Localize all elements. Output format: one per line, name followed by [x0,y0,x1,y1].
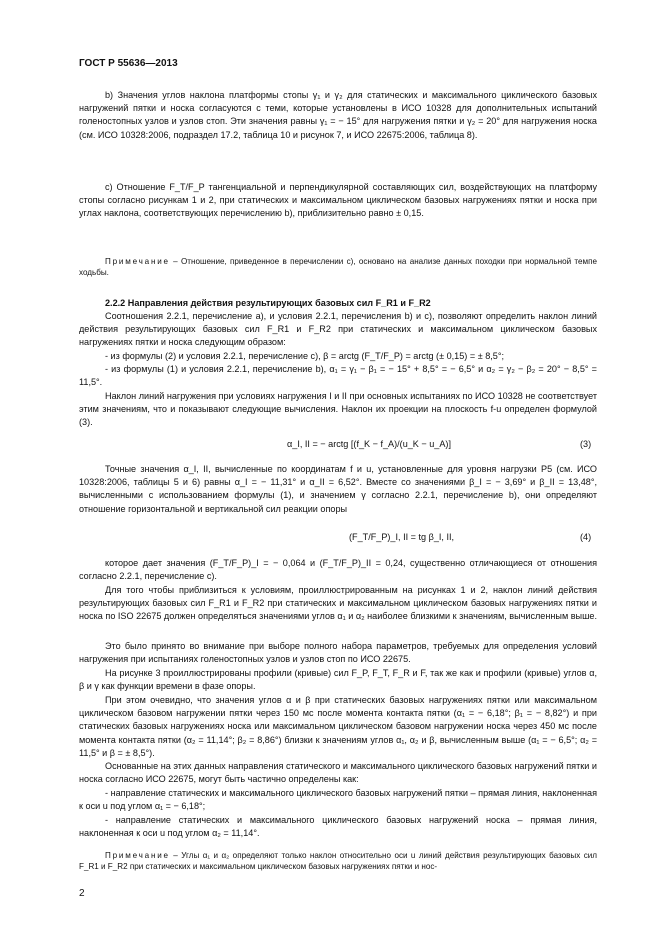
paragraph-parameters: Это было принято во внимание при выборе полного набора параметров, требуемых для определения условий нагружения при испытаниях голеностопных узлов и узлов стоп по ИСО 22675. [79,641,597,665]
paragraph-ratio-values: которое дает значения (F_T/F_P)_I = − 0,064 и (F_T/F_P)_II = 0,24, существенно отличающиеся от отношения согласно 2.2.1, перечисление с). [79,558,597,582]
paragraph-b: b) Значения углов наклона платформы стопы γ₁ и γ₂ для статических и максимального циклического базовых нагружений пятки и носка согласуются с теми, которые установлены в ИСО 10328 для дополнительных испытаний голеностопных узлов и узлов стоп. Эти значения равны γ₁ = − 15° для нагружения пятки и γ₂ = 20° для нагружения носка (см. ИСО 10328:2006, подраздел 17.2, таблица 10 и рисунок 7, и ИСО 22675:2006, таблица 8). [79,90,597,140]
note-1-label: Примечание [105,257,170,266]
paragraph-formula-1: - из формулы (1) и условия 2.2.1, перечисление b), α₁ = γ₁ − β₁ = − 15° + 8,5° = − 6,5° и α₂ = γ₂ − β₂ = 20° − 8,5° = 11,5°. [79,364,597,388]
paragraph-inclination: Наклон линий нагружения при условиях нагружения I и II при основных испытаниях по ИСО 10328 не соответствует этим значениям, что и показывают следующие вычисления. Наклон их проекции на плоскость f-u определен формулой (3). [79,391,597,428]
paragraph-c: с) Отношение F_T/F_P тангенциальной и перпендикулярной составляющих сил, воздействующих на платформу стопы согласно рисункам 1 и 2, при статических и максимальном циклическом базовых нагружениях пятки и носка при углах наклона, соответствующих перечислению b), приблизительно равно ± 0,15. [79,182,597,219]
note-2 [79,850,597,873]
paragraph-relations: Соотношения 2.2.1, перечисление а), и условия 2.2.1, перечисления b) и с), позволяют определить наклон линий действия результирующих базовых сил F_R1 и F_R2 при статических и максимальном циклическом базовых нагружениях пятки и носка следующим образом: [79,311,597,348]
paragraph-approximation: Для того чтобы приблизиться к условиям, проиллюстрированным на рисунках 1 и 2, наклон линий действия результирующих базовых сил F_R1 и F_R2 при статических и максимальном циклическом базовых нагружениях пятки и носка по ISO 22675 должен определяться значениями углов α₁ и α₂ наиболее близкими к значениям, вычисленным выше. [79,585,597,622]
note-1 [79,256,597,279]
paragraph-directions: Основанные на этих данных направления статического и максимального циклического базовых нагружений пятки и носка согласно ИСО 22675, могут быть частично определены как: [79,761,597,785]
page-number: 2 [79,888,85,899]
paragraph-formula-2: - из формулы (2) и условия 2.2.1, перечисление с), β = arctg (F_T/F_P) = arctg (± 0,15) = ± 8,5°; [105,351,505,361]
equation-4-number: (4) [580,532,592,542]
equation-3-number: (3) [580,439,592,449]
section-heading: 2.2.2 Направления действия результирующих базовых сил F_R1 и F_R2 [105,298,431,308]
paragraph-angle-values: При этом очевидно, что значения углов α и β при статических базовых нагружениях пятки или максимальном циклическом базовом нагружении пятки через 150 мс после момента контакта пятки (α₁ = − 6,18°; β₁ = − 8,82°) и при статических базовых нагружениях носка или максимальном циклическом базовом нагружении носка через 450 мс после момента контакта пятки (α₂ = 11,14°; β₂ = 8,86°) близки к значениям углов α₁, α₂ и β, вычисленным выше (α₁ = − 6,5°; α₂ = 11,5° и β = ± 8,5°). [79,695,597,758]
list-item-heel: - направление статических и максимального циклического базовых нагружений пятки – прямая линия, наклоненная к оси u под углом α₁ = − 6,18°; [79,788,597,812]
note-2-label: Примечание [105,851,170,860]
note-1-text: – Отношение, приведенное в перечислении с), основано на анализе данных походки при нормальной темпе ходьбы. [79,257,597,278]
paragraph-figure-3: На рисунке 3 проиллюстрированы профили (кривые) сил F_P, F_T, F_R и F, так же как и профили (кривые) углов α, β и γ как функции времени в фазе опоры. [79,668,597,692]
list-item-toe: - направление статических и максимального циклического базовых нагружений носка – прямая линия, наклоненная к оси u под углом α₂ = 11,14°. [79,815,597,839]
equation-3: α_I, II = − arctg [(f_K − f_A)/(u_K − u_A)] [287,439,451,449]
note-2-text: – Углы α₁ и α₂ определяют только наклон относительно оси u линий действия результирующих базовых сил F_R1 и F_R2 при статических и максимальном циклическом базовых нагружениях пятки и нос- [79,851,597,872]
equation-4: (F_T/F_P)_I, II = tg β_I, II, [349,532,455,542]
document-header: ГОСТ Р 55636—2013 [79,58,178,69]
paragraph-exact-values: Точные значения α_I, II, вычисленные по координатам f и u, установленные для уровня нагрузки P5 (см. ИСО 10328:2006, таблицы 5 и 6) равны α_I = − 11,31° и α_II = 6,52°. Вместе со значениями β_I = − 3,69° и β_II = 13,48°, вычисленными с использованием формулы (1), и значением γ согласно 2.2.1, перечисление b), они определяют отношение горизонтальной и вертикальной сил реакции опоры [79,464,597,514]
